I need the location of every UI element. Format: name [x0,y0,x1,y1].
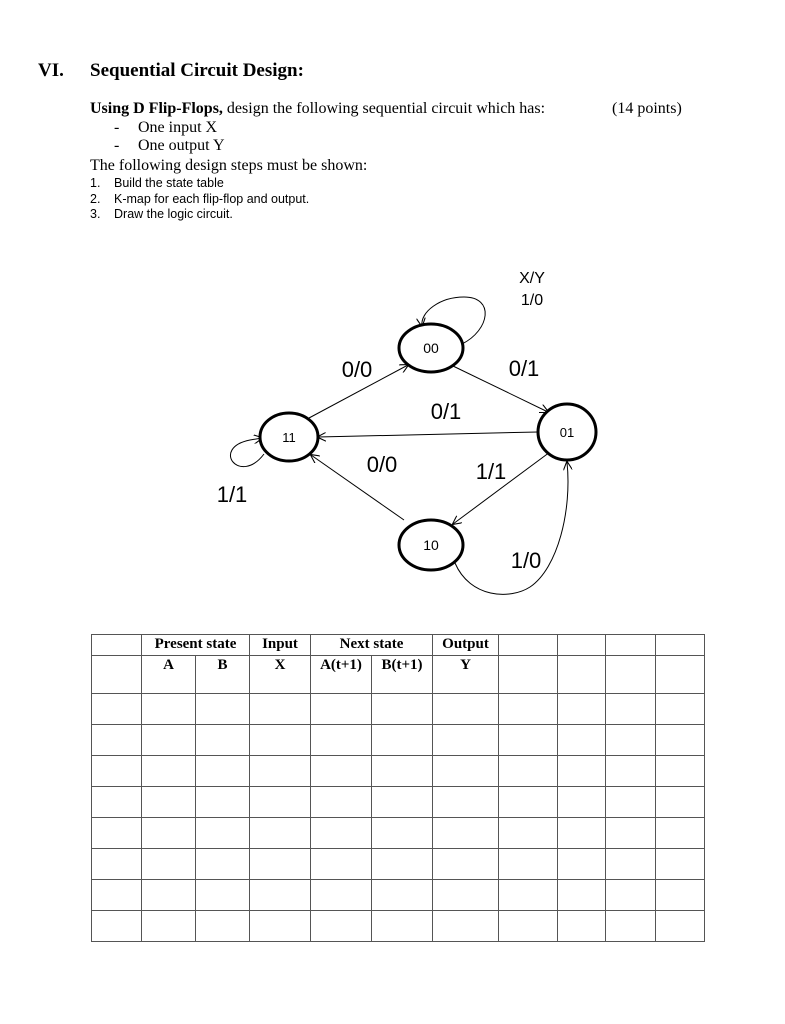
header-next-state: Next state [311,635,433,656]
step-item [90,207,390,223]
table-cell[interactable] [372,787,433,818]
table-cell[interactable] [142,818,196,849]
state-10 [399,520,463,570]
header-input: Input [250,635,311,656]
table-cell[interactable] [196,725,250,756]
state-11 [260,413,318,461]
table-cell[interactable] [606,818,656,849]
transition-label-11-00: 0/0 [341,357,373,382]
table-cell[interactable] [558,694,606,725]
step-number: 3. [90,207,101,221]
table-cell[interactable] [142,694,196,725]
table-cell[interactable] [656,880,705,911]
table-cell[interactable] [92,756,142,787]
table-cell[interactable] [499,880,558,911]
table-cell[interactable] [433,787,499,818]
state-01-label: 01 [559,425,575,440]
table-cell[interactable] [558,818,606,849]
transition-label-10-01: 1/0 [510,548,542,573]
table-cell[interactable] [250,725,311,756]
table-cell[interactable] [606,725,656,756]
table-cell[interactable] [499,756,558,787]
table-cell[interactable] [433,756,499,787]
header-y: Y [433,656,499,694]
table-cell[interactable] [433,694,499,725]
table-cell[interactable] [558,849,606,880]
table-cell[interactable] [656,849,705,880]
header-b: B [196,656,250,694]
table-row [92,787,705,818]
table-cell[interactable] [196,787,250,818]
table-cell[interactable] [558,911,606,942]
table-cell[interactable] [433,849,499,880]
table-header-row-2 [92,656,705,694]
table-cell [92,635,142,656]
table-cell[interactable] [250,911,311,942]
table-cell[interactable] [196,911,250,942]
header-present-state: Present state [142,635,250,656]
table-cell[interactable] [311,694,372,725]
intro-rest: design the following sequential circuit which has: [222,100,546,117]
table-row [92,725,705,756]
bullet-dash: - [114,119,120,136]
table-cell[interactable] [92,818,142,849]
bullet-dash: - [114,137,120,154]
table-cell [92,656,142,694]
table-cell[interactable] [196,756,250,787]
step-text: Draw the logic circuit. [114,207,233,221]
table-cell[interactable] [499,818,558,849]
table-cell[interactable] [656,725,705,756]
state-01 [538,404,596,460]
table-cell[interactable] [92,849,142,880]
table-cell[interactable] [372,911,433,942]
table-cell[interactable] [196,849,250,880]
table-row [92,818,705,849]
table-cell[interactable] [250,880,311,911]
table-cell[interactable] [142,880,196,911]
transition-11-self [230,438,264,467]
table-cell [606,635,656,656]
table-cell [656,656,705,694]
state-00-label: 00 [423,340,439,356]
header-output: Output [433,635,499,656]
section-number: VI. [38,60,64,81]
table-cell[interactable] [250,756,311,787]
step-number: 2. [90,192,101,206]
table-cell[interactable] [311,818,372,849]
table-cell[interactable] [499,787,558,818]
table-cell[interactable] [311,849,372,880]
table-cell[interactable] [656,911,705,942]
table-cell[interactable] [606,911,656,942]
bullet-output [114,137,314,157]
table-cell[interactable] [372,818,433,849]
table-cell[interactable] [142,725,196,756]
state-table [91,634,705,942]
table-cell [606,656,656,694]
transition-10-to-01 [455,462,568,594]
table-cell [656,635,705,656]
table-cell[interactable] [606,849,656,880]
bullet-text: One output Y [138,137,225,154]
table-cell[interactable] [606,756,656,787]
table-cell[interactable] [250,694,311,725]
table-cell[interactable] [372,880,433,911]
steps-intro: The following design steps must be shown: [90,157,368,174]
table-cell[interactable] [433,911,499,942]
table-cell[interactable] [656,694,705,725]
transition-01-to-11 [318,432,538,437]
table-cell[interactable] [92,911,142,942]
table-cell[interactable] [606,880,656,911]
intro-bold: Using D Flip-Flops, [90,100,223,117]
table-cell[interactable] [433,818,499,849]
table-cell[interactable] [311,725,372,756]
bullet-text: One input X [138,119,218,136]
table-cell[interactable] [372,756,433,787]
table-cell[interactable] [250,818,311,849]
table-cell[interactable] [196,880,250,911]
step-text: K-map for each flip-flop and output. [114,192,310,206]
table-cell[interactable] [606,787,656,818]
step-text: Build the state table [114,176,224,190]
transition-label-01-10: 1/1 [475,459,507,484]
table-cell[interactable] [433,880,499,911]
table-cell[interactable] [499,911,558,942]
table-cell[interactable] [656,756,705,787]
table-cell[interactable] [92,880,142,911]
table-cell[interactable] [433,725,499,756]
state-11-label: 11 [282,430,296,445]
table-row [92,849,705,880]
table-cell[interactable] [311,911,372,942]
header-x: X [250,656,311,694]
step-item [90,176,390,192]
table-cell[interactable] [372,694,433,725]
transition-label-00-01: 0/1 [508,356,540,381]
table-cell [499,635,558,656]
table-cell[interactable] [250,787,311,818]
state-diagram [0,250,785,620]
bullet-input [114,119,314,139]
table-cell[interactable] [142,787,196,818]
step-item [90,192,390,208]
header-b-next: B(t+1) [372,656,433,694]
table-cell[interactable] [656,818,705,849]
table-cell[interactable] [656,787,705,818]
table-cell[interactable] [142,911,196,942]
state-00 [399,324,463,372]
table-cell[interactable] [311,880,372,911]
transition-label-01-11: 0/1 [430,399,462,424]
table-cell[interactable] [372,849,433,880]
table-cell[interactable] [606,694,656,725]
table-cell[interactable] [499,849,558,880]
step-number: 1. [90,176,101,190]
table-cell[interactable] [92,694,142,725]
table-cell[interactable] [499,725,558,756]
table-cell[interactable] [142,849,196,880]
table-cell [558,635,606,656]
table-cell[interactable] [558,880,606,911]
table-cell[interactable] [558,725,606,756]
table-cell [558,656,606,694]
transition-label-11-self: 1/1 [216,482,248,507]
table-cell[interactable] [311,756,372,787]
table-row [92,756,705,787]
table-cell[interactable] [250,849,311,880]
table-cell[interactable] [372,725,433,756]
table-cell[interactable] [142,756,196,787]
table-cell[interactable] [499,694,558,725]
table-cell[interactable] [92,787,142,818]
header-a: A [142,656,196,694]
transition-label-10-11: 0/0 [366,452,398,477]
section-title: Sequential Circuit Design: [90,60,304,81]
table-cell[interactable] [196,694,250,725]
table-cell[interactable] [92,725,142,756]
legend-heading: X/Y [519,270,545,287]
table-cell[interactable] [558,756,606,787]
table-row [92,880,705,911]
table-row [92,694,705,725]
points-label: (14 points) [612,100,682,117]
intro-text [90,100,545,118]
legend-example: 1/0 [520,292,544,309]
table-cell[interactable] [558,787,606,818]
table-cell [499,656,558,694]
table-cell[interactable] [196,818,250,849]
state-10-label: 10 [423,537,439,553]
table-row [92,911,705,942]
table-header-row-1 [92,635,705,656]
header-a-next: A(t+1) [311,656,372,694]
table-cell[interactable] [311,787,372,818]
